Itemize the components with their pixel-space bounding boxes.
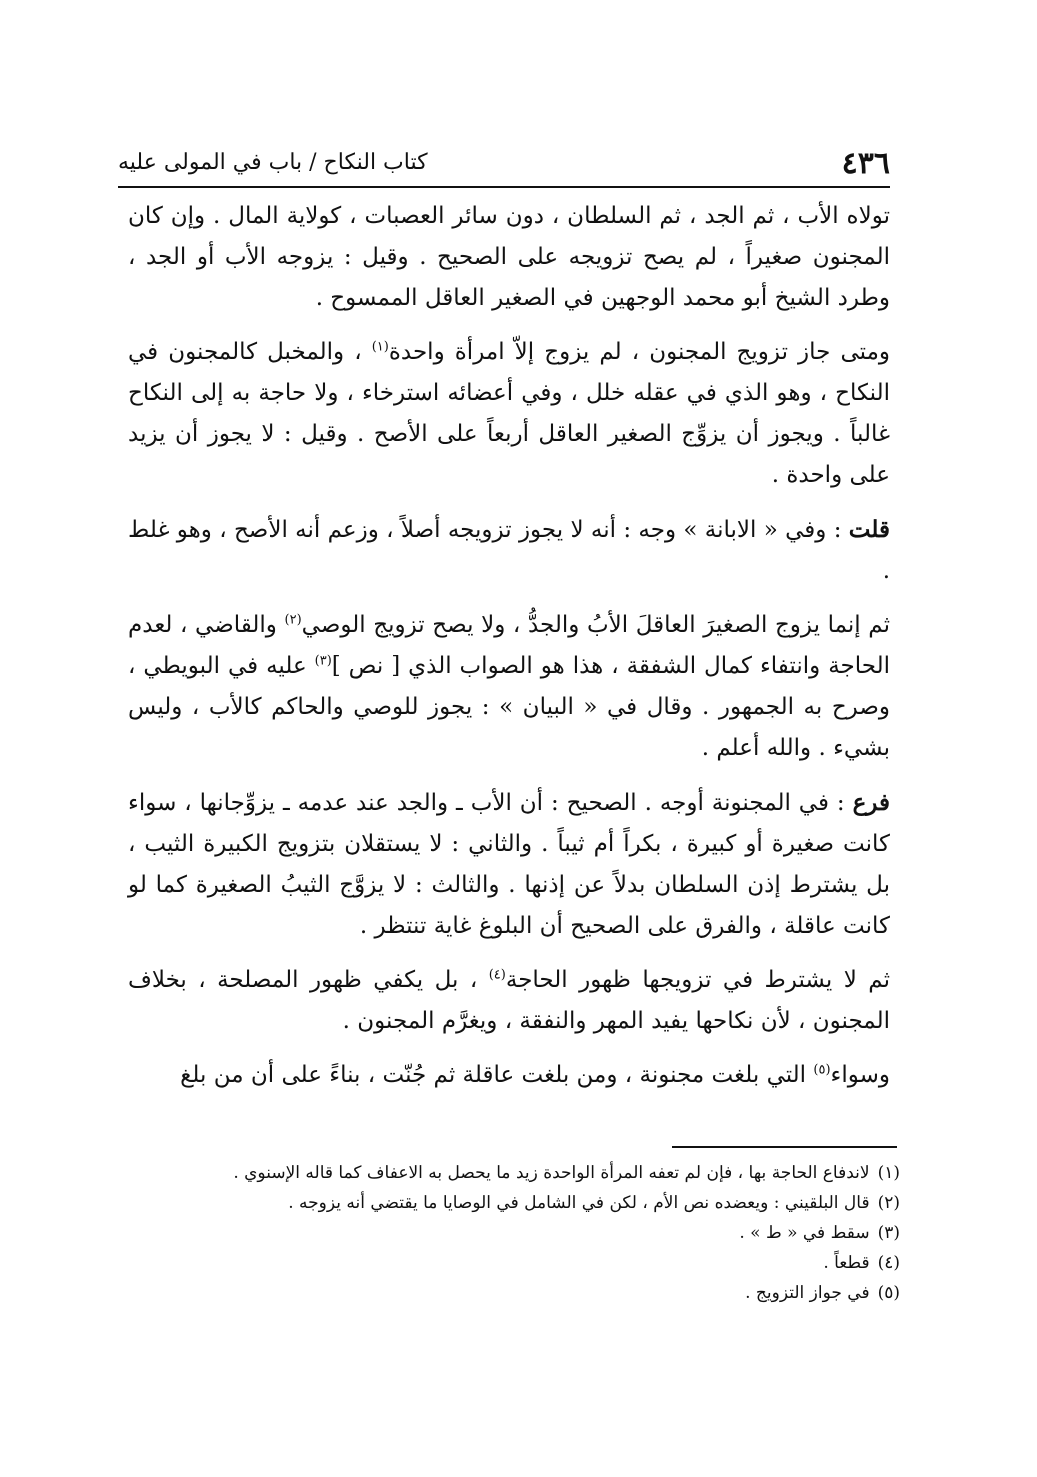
footnote-ref: (٥) — [813, 1062, 831, 1078]
footnote: (٤)قطعاً . — [823, 1253, 900, 1273]
footnote-separator — [672, 1146, 897, 1148]
footnote-number: (٣) — [877, 1223, 900, 1243]
footnote-number: (٢) — [877, 1193, 900, 1213]
paragraph: ثم لا يشترط في تزويجها ظهور الحاجة$^{(٤)}$ ، بل يكفي ظهور المصلحة ، بخلاف المجنون ، لأن نكاحها يفيد المهر والنفقة ، ويغرَّم المجنون . — [128, 967, 890, 1034]
paragraph: وسواء$^{(٥)}$ التي بلغت مجنونة ، ومن بلغت عاقلة ثم جُنّت ، بناءً على أن من بلغ — [180, 1062, 890, 1088]
paragraph: فرع : في المجنونة أوجه . الصحيح : أن الأب ـ والجد عند عدمه ـ يزوِّجانها ، سواء كانت صغيرة أو كبيرة ، بكراً أم ثيباً . والثاني : لا يستقلان بتزويج الكبيرة الثيب ، بل يشترط إذن السلطان بدلاً عن إذنها . والثالث : لا يزوَّج الثيبُ الصغيرة كما لو كانت عاقلة ، والفرق على الصحيح أن البلوغ غاية تنتظر . — [128, 789, 890, 939]
paragraph-lead: قلت — [848, 516, 890, 543]
footnote: (٣)سقط في « ط » . — [739, 1223, 900, 1243]
footnote-ref: (٤) — [488, 967, 506, 983]
footnote-number: (١) — [877, 1163, 900, 1183]
paragraph: تولاه الأب ، ثم الجد ، ثم السلطان ، دون سائر العصبات ، كولاية المال . وإن كان المجنون صغيراً ، لم يصح تزويجه على الصحيح . وقيل : يزوجه الأب أو الجد ، وطرد الشيخ أبو محمد الوجهين في الصغير العاقل الممسوح . — [128, 203, 890, 311]
footnote-ref: (٣) — [314, 653, 332, 669]
running-title: كتاب النكاح / باب في المولى عليه — [118, 150, 428, 175]
footnote: (١)لاندفاع الحاجة بها ، فإن لم تعفه المرأة الواحدة زيد ما يحصل به الاعفاف كما قاله الإسنوي . — [233, 1163, 900, 1183]
page-header — [118, 140, 890, 188]
footnote-number: (٥) — [877, 1283, 900, 1303]
main-text — [128, 196, 890, 1109]
paragraph: قلت : وفي « الابانة » وجه : أنه لا يجوز تزويجه أصلاً ، وزعم أنه الأصح ، وهو غلط . — [128, 516, 890, 584]
paragraph-lead: فرع — [852, 789, 890, 816]
footnote: (٥)في جواز التزويج . — [745, 1283, 900, 1303]
paragraph: ومتى جاز تزويج المجنون ، لم يزوج إلاّ امرأة واحدة$^{(١)}$ ، والمخبل كالمجنون في النكاح ، وهو الذي في عقله خلل ، وفي أعضائه استرخاء ، ولا حاجة به إلى النكاح غالباً . ويجوز أن يزوِّج الصغير العاقل أربعاً على الأصح . وقيل : لا يجوز أن يزيد على واحدة . — [128, 339, 890, 488]
footnote-number: (٤) — [877, 1253, 900, 1273]
page-number: ٤٣٦ — [841, 146, 890, 181]
footnote-ref: (٢) — [284, 612, 302, 628]
footnote: (٢)قال البلقيني : ويعضده نص الأم ، لكن في الشامل في الوصايا ما يقتضي أنه يزوجه . — [288, 1193, 900, 1213]
footnotes — [180, 1158, 900, 1308]
paragraph: ثم إنما يزوج الصغيرَ العاقلَ الأبُ والجدُّ ، ولا يصح تزويج الوصي$^{(٢)}$ والقاضي ، لعدم الحاجة وانتفاء كمال الشفقة ، هذا هو الصواب الذي [ نص ]$^{(٣)}$ عليه في البويطي ، وصرح به الجمهور . وقال في « البيان » : يجوز للوصي والحاكم كالأب ، وليس بشيء . والله أعلم . — [128, 612, 891, 761]
footnote-ref: (١) — [371, 339, 389, 355]
